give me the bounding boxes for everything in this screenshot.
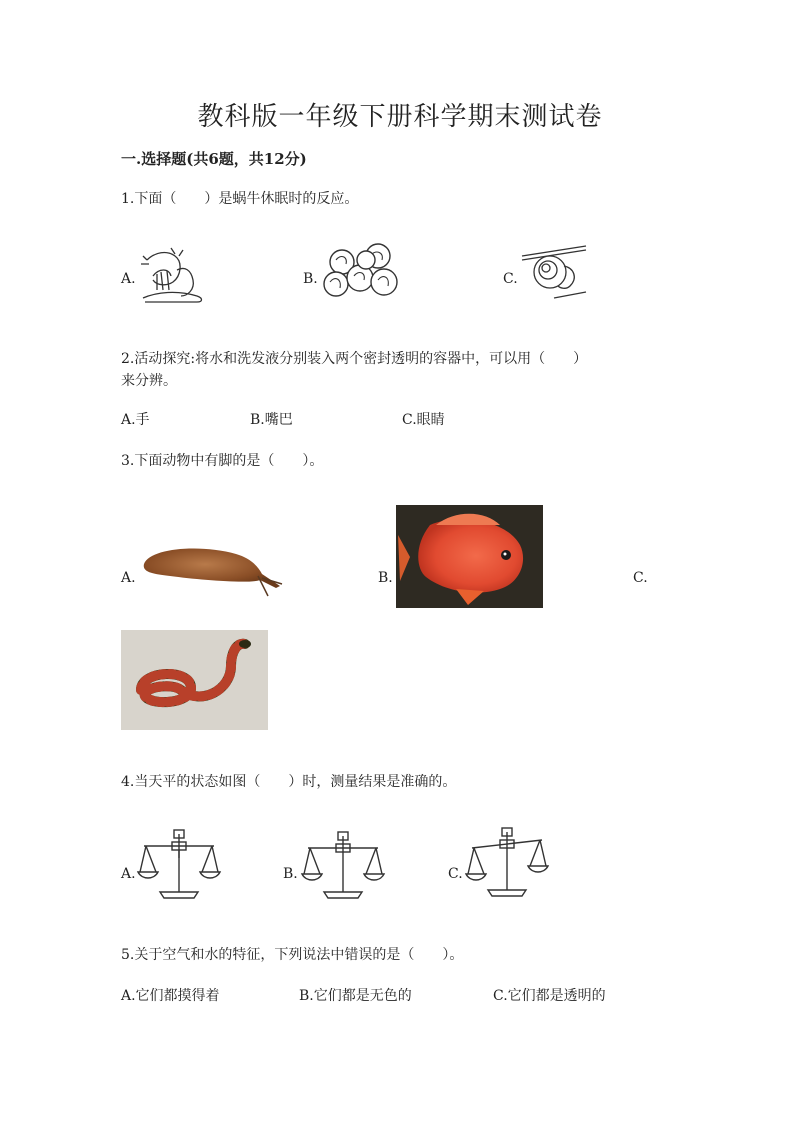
question-3-stem: 3.下面动物中有脚的是（ ）。: [121, 453, 324, 469]
question-5-stem: 5.关于空气和水的特征，下列说法中错误的是（ ）。: [121, 947, 464, 963]
question-2-stem-line2: 来分辨。: [121, 373, 177, 389]
q4-option-c-label: C.: [448, 866, 463, 882]
q4-option-b-label: B.: [283, 866, 298, 882]
page-title: 教科版一年级下册科学期末测试卷: [197, 102, 603, 132]
q3-option-a-label: A.: [121, 570, 136, 586]
snail-cluster-icon: [320, 242, 404, 304]
snail-shell-on-stem-icon: [520, 242, 592, 304]
q1-option-a-label: A.: [121, 271, 136, 287]
q5-option-a: A.它们都摸得着: [121, 988, 220, 1004]
balance-scale-tilted-icon: [466, 826, 548, 898]
question-2-stem-line1: 2.活动探究:将水和洗发液分别装入两个密封透明的容器中，可以用（ ）: [121, 351, 588, 367]
red-banded-snake-photo: [121, 630, 268, 730]
red-parrot-fish-photo: [396, 505, 543, 608]
snail-extended-icon: [137, 246, 209, 306]
q3-option-b-label: B.: [378, 570, 393, 586]
q5-option-c: C.它们都是透明的: [493, 988, 606, 1004]
q3-option-c-label: C.: [633, 570, 648, 586]
question-1-stem: 1.下面（ ）是蜗牛休眠时的反应。: [121, 191, 359, 207]
slug-photo: [140, 540, 285, 600]
q2-option-b: B.嘴巴: [250, 412, 293, 428]
q1-option-c-label: C.: [503, 271, 518, 287]
q2-option-c: C.眼睛: [402, 412, 445, 428]
balance-scale-level-icon: [138, 828, 220, 900]
q5-option-b: B.它们都是无色的: [299, 988, 412, 1004]
q4-option-a-label: A.: [121, 866, 136, 882]
balance-scale-level-icon-2: [302, 832, 384, 900]
question-4-stem: 4.当天平的状态如图（ ）时，测量结果是准确的。: [121, 774, 457, 790]
section-heading: 一.选择题(共6题，共12分): [121, 150, 307, 168]
q2-option-a: A.手: [121, 412, 150, 428]
q1-option-b-label: B.: [303, 271, 318, 287]
